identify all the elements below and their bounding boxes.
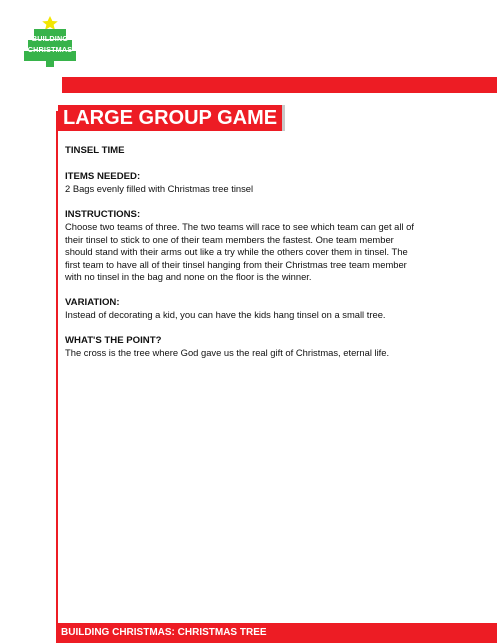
logo-text-line2: CHRISTMAS <box>27 45 73 54</box>
logo-text-line1: BUILDING <box>31 34 69 43</box>
instructions-line: Choose two teams of three. The two teams will race to see which team can get all of <box>65 221 414 232</box>
instructions-heading: INSTRUCTIONS: <box>65 208 141 220</box>
point-text: The cross is the tree where God gave us the real gift of Christmas, eternal life. <box>65 347 390 358</box>
content-body <box>65 145 485 360</box>
footer-text: BUILDING CHRISTMAS: CHRISTMAS TREE <box>61 627 267 638</box>
left-red-rule <box>56 111 58 643</box>
header-red-bar <box>62 77 497 93</box>
building-christmas-logo <box>22 16 78 68</box>
instructions-line: should stand with their arms out like a try while the others cover them in tinsel. The <box>65 246 408 257</box>
instructions-line: their tinsel to stick to one of their team members the fastest. One team member <box>65 233 394 245</box>
instructions-line: first team to have all of their tinsel hanging from their Christmas tree team member <box>65 258 407 270</box>
items-needed-heading: ITEMS NEEDED: <box>65 170 141 182</box>
instructions-line: with no tinsel in the bag and none on the floor is the winner. <box>65 271 312 282</box>
items-needed-text: 2 Bags evenly filled with Christmas tree tinsel <box>65 183 254 194</box>
point-heading: WHAT'S THE POINT? <box>65 334 162 346</box>
footer-bar <box>56 623 497 643</box>
game-name: TINSEL TIME <box>65 145 125 156</box>
variation-heading: VARIATION: <box>65 296 120 308</box>
variation-text: Instead of decorating a kid, you can have the kids hang tinsel on a small tree. <box>65 309 386 320</box>
page-title: LARGE GROUP GAME <box>58 105 285 131</box>
